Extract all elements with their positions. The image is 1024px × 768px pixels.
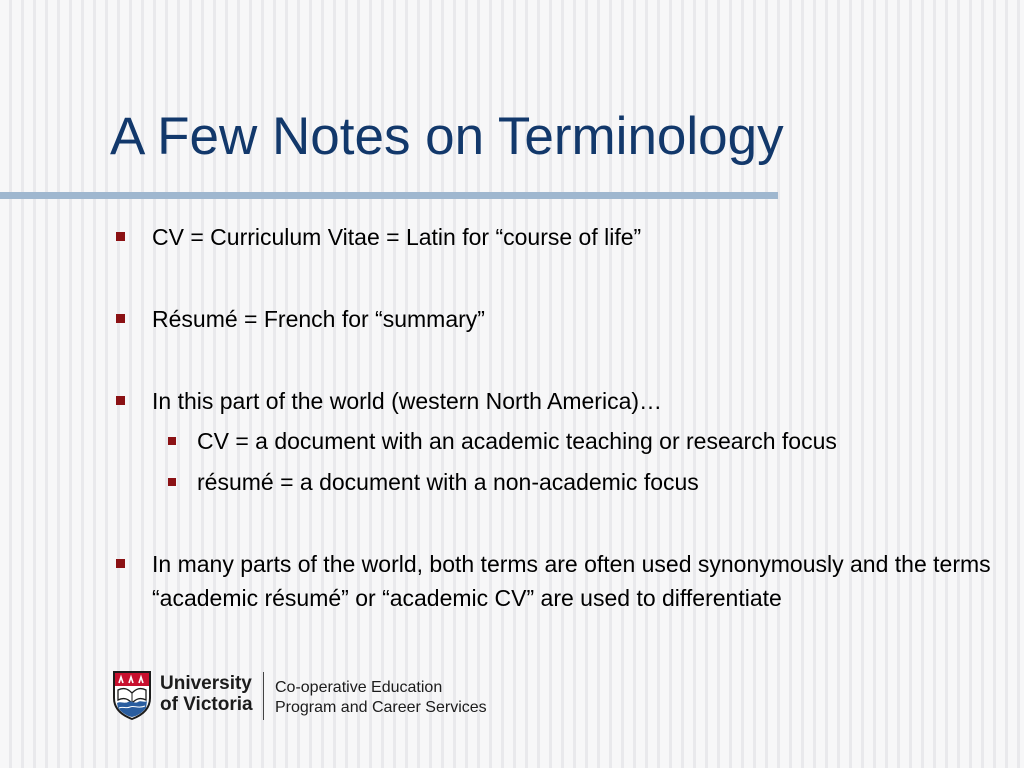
square-bullet-icon <box>116 559 125 568</box>
university-name-line1: University <box>160 673 252 694</box>
square-bullet-icon <box>116 396 125 405</box>
slide-title: A Few Notes on Terminology <box>110 107 784 166</box>
bullet-item <box>152 384 662 418</box>
sub-bullet-text: résumé = a document with a non-academic focus <box>197 469 699 495</box>
square-bullet-icon <box>168 478 176 486</box>
sub-bullet-item <box>197 424 837 458</box>
uvic-crest-icon <box>112 670 152 720</box>
uvic-logo <box>112 670 492 722</box>
sub-bullet-text: CV = a document with an academic teaching or research focus <box>197 428 837 454</box>
department-name-line2: Program and Career Services <box>275 699 487 716</box>
square-bullet-icon <box>168 437 176 445</box>
square-bullet-icon <box>116 232 125 241</box>
bullet-item <box>152 547 1012 615</box>
bullet-text: CV = Curriculum Vitae = Latin for “course of life” <box>152 224 642 250</box>
university-name-line2: of Victoria <box>160 694 253 715</box>
bullet-item <box>152 302 485 336</box>
bullet-text: Résumé = French for “summary” <box>152 306 485 332</box>
bullet-text: In this part of the world (western North America)… <box>152 388 663 414</box>
logo-divider <box>263 672 264 720</box>
bullet-item <box>152 220 641 254</box>
square-bullet-icon <box>116 314 125 323</box>
sub-bullet-item <box>197 465 699 499</box>
department-name-line1: Co-operative Education <box>275 679 443 696</box>
department-name <box>275 678 487 718</box>
bullet-text: In many parts of the world, both terms are often used synonymously and the terms “academic résumé” or “academic CV” are used to differentiate <box>152 551 991 611</box>
university-name <box>160 673 253 715</box>
